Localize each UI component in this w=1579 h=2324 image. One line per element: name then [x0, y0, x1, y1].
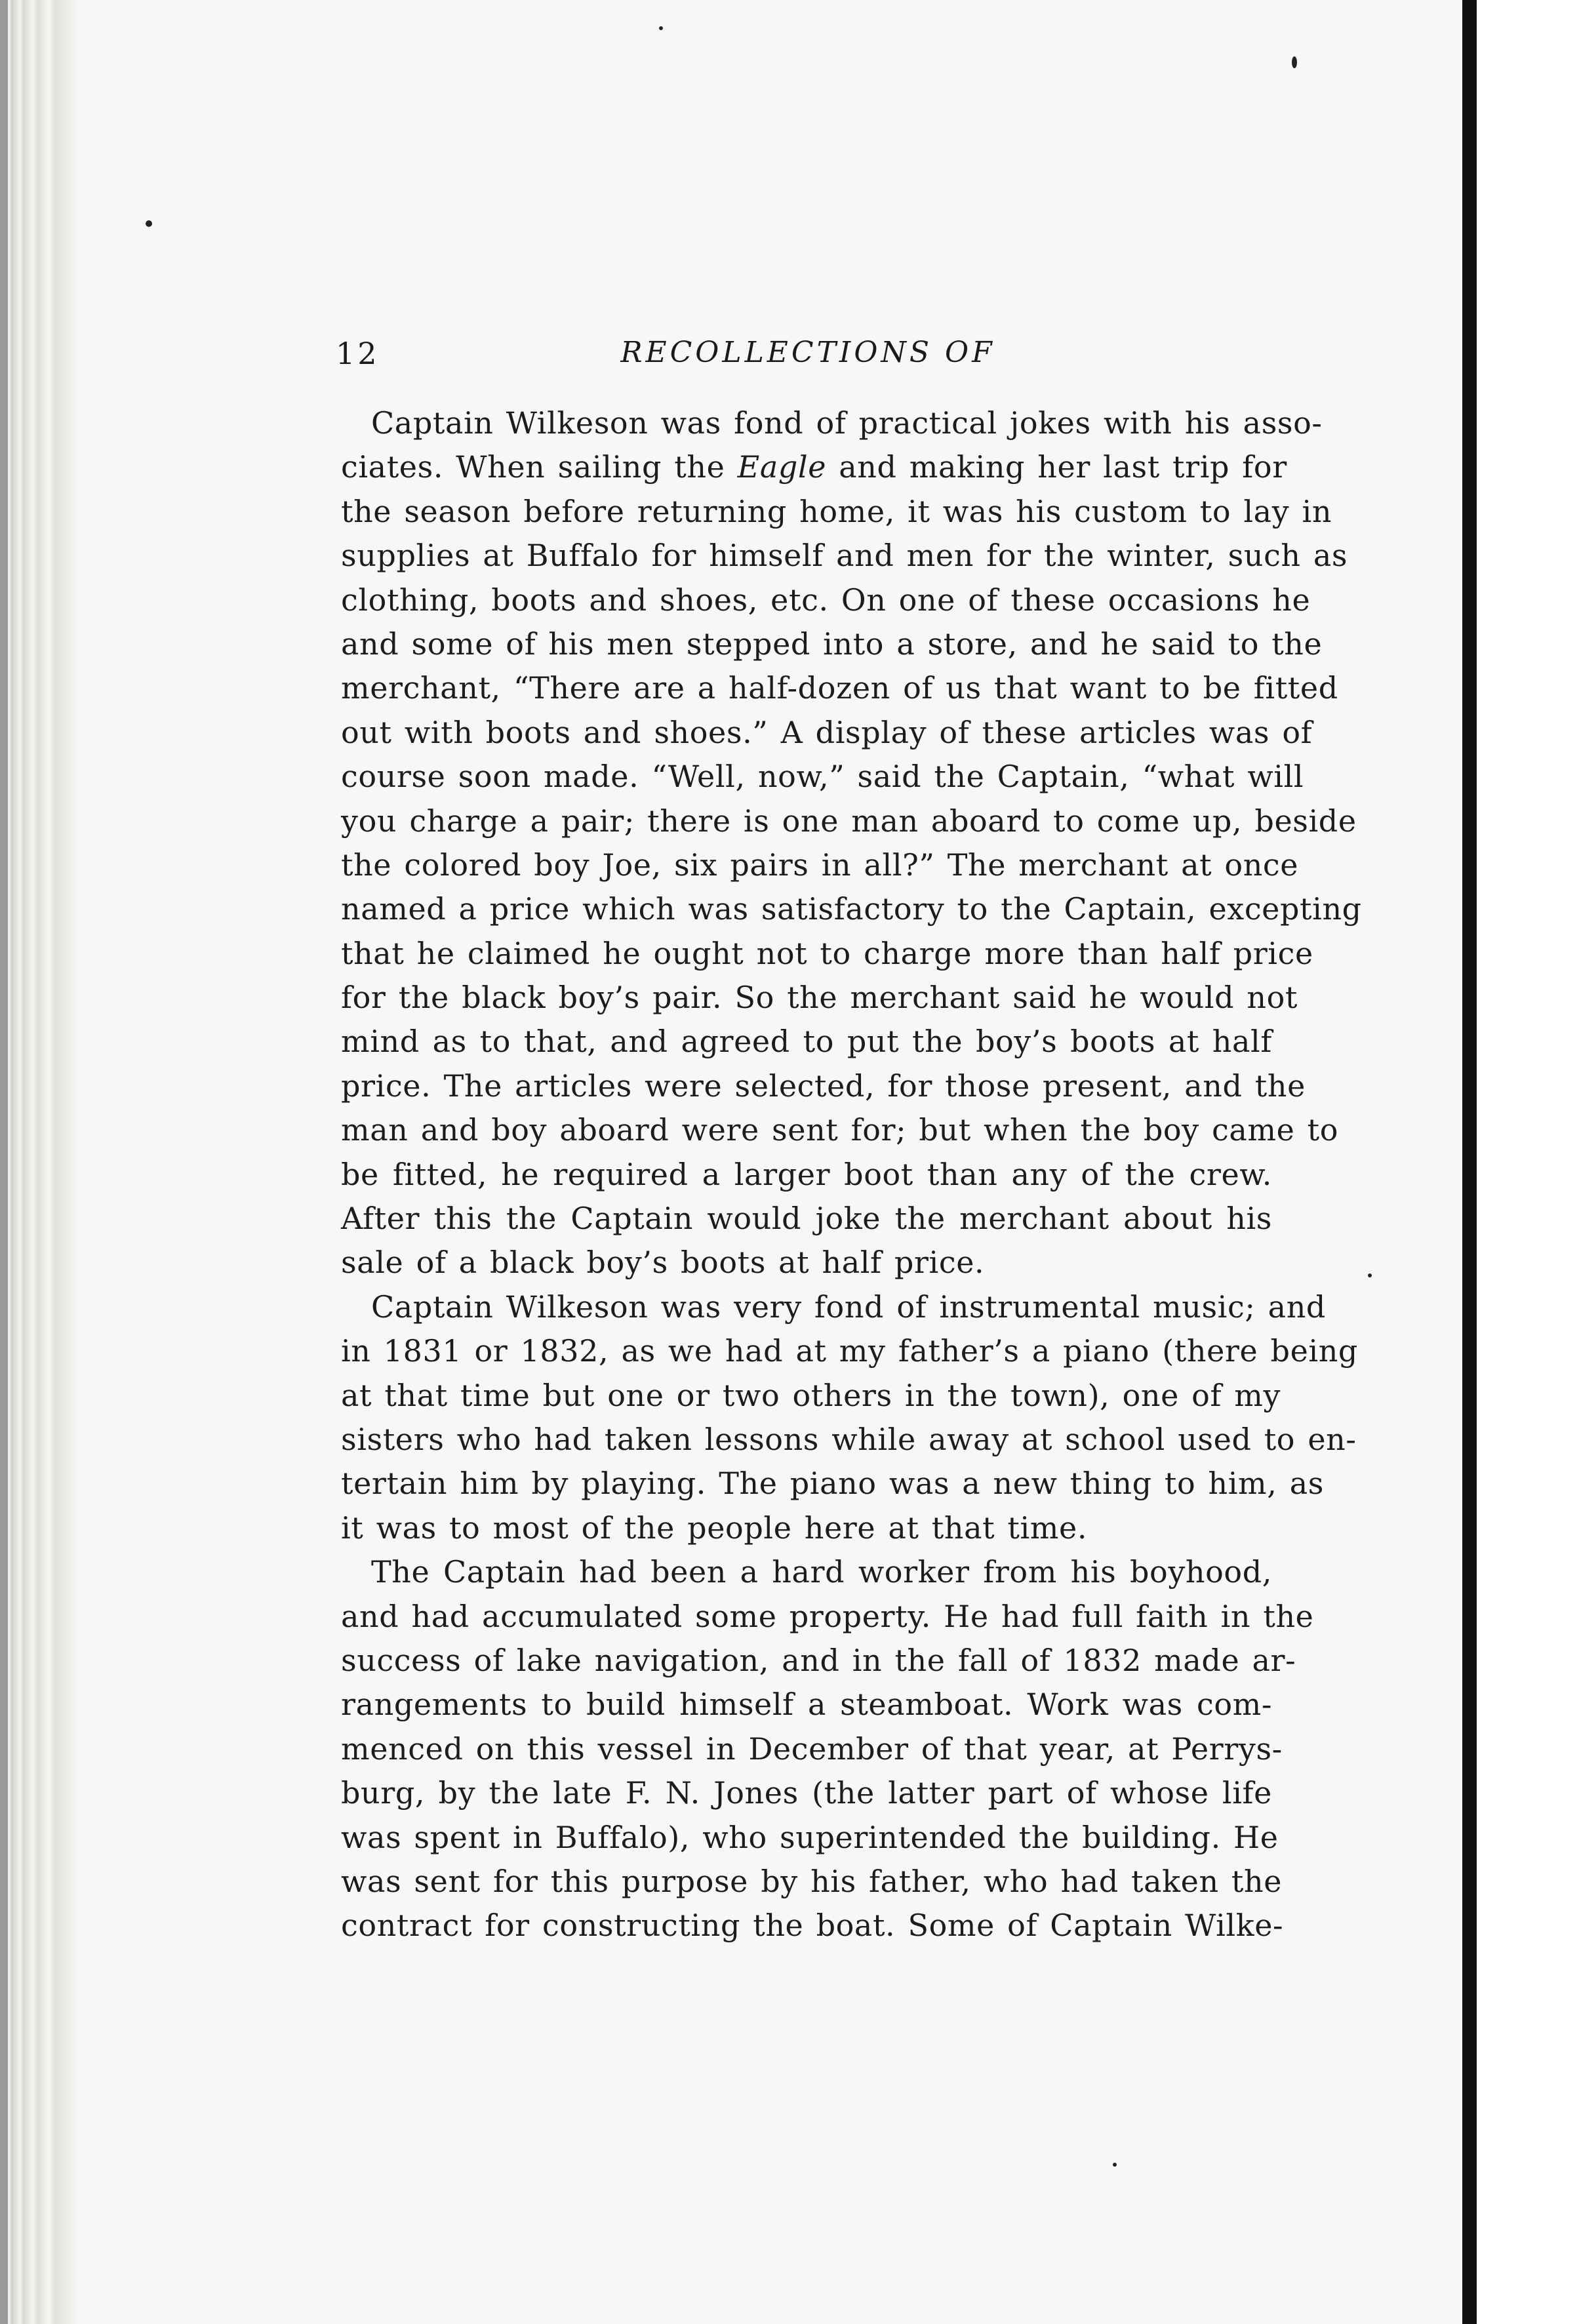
paragraph: [341, 1550, 1314, 1948]
body-text: [341, 401, 1362, 1948]
text-line: sisters who had taken lessons while away at school used to en-: [341, 1421, 1357, 1457]
binding-shadow-left: [0, 0, 8, 2324]
page-number: 12: [336, 336, 380, 371]
text-line: ciates. When sailing the Eagle and making her last trip for: [341, 449, 1287, 485]
text-line: success of lake navigation, and in the fall of 1832 made ar-: [341, 1642, 1296, 1678]
text-line: it was to most of the people here at that time.: [341, 1510, 1088, 1546]
text-line: contract for constructing the boat. Some of Captain Wilke-: [341, 1908, 1284, 1944]
text-line: clothing, boots and shoes, etc. On one of these occasions he: [341, 582, 1311, 618]
text-line: and some of his men stepped into a store, and he said to the: [341, 626, 1323, 662]
text-line: After this the Captain would joke the merchant about his: [341, 1201, 1272, 1237]
text-line: burg, by the late F. N. Jones (the latter part of whose life: [341, 1775, 1272, 1811]
page-header: [336, 336, 1280, 382]
text-line: supplies at Buffalo for himself and men for the winter, such as: [341, 538, 1348, 574]
text-line: in 1831 or 1832, as we had at my father’s a piano (there being: [341, 1333, 1358, 1369]
paragraph: [341, 401, 1362, 1285]
paragraph: [341, 1285, 1358, 1550]
scan-speck: [1292, 56, 1297, 68]
text-line: was sent for this purpose by his father, who had taken the: [341, 1863, 1283, 1899]
text-line: was spent in Buffalo), who superintended the building. He: [341, 1819, 1279, 1855]
text-line: man and boy aboard were sent for; but when the boy came to: [341, 1112, 1339, 1148]
scan-speck: [146, 220, 152, 227]
binding-gutter-line: [1462, 0, 1477, 2324]
text-line: that he claimed he ought not to charge more than half price: [341, 935, 1313, 971]
text-line: menced on this vessel in December of that year, at Perrys-: [341, 1731, 1283, 1767]
text-line: sale of a black boy’s boots at half price.: [341, 1245, 985, 1281]
text-line: at that time but one or two others in the town), one of my: [341, 1377, 1281, 1413]
text-line: be fitted, he required a larger boot than any of the crew.: [341, 1156, 1272, 1192]
text-line: the season before returning home, it was his custom to lay in: [341, 493, 1332, 529]
scan-speck: [1368, 1273, 1372, 1277]
scan-speck: [659, 26, 663, 30]
running-head: RECOLLECTIONS OF: [620, 336, 995, 369]
text-line: merchant, “There are a half-dozen of us that want to be fitted: [341, 670, 1338, 706]
text-line: out with boots and shoes.” A display of these articles was of: [341, 714, 1313, 750]
text-line: The Captain had been a hard worker from his boyhood,: [371, 1554, 1272, 1590]
text-line: course soon made. “Well, now,” said the Captain, “what will: [341, 759, 1304, 795]
text-line: you charge a pair; there is one man aboard to come up, beside: [341, 803, 1357, 839]
page-edges: [0, 0, 79, 2324]
text-line: Captain Wilkeson was very fond of instrumental music; and: [371, 1289, 1326, 1325]
text-line: for the black boy’s pair. So the merchant said he would not: [341, 980, 1298, 1016]
text-line: mind as to that, and agreed to put the boy’s boots at half: [341, 1024, 1272, 1060]
text-line: tertain him by playing. The piano was a new thing to him, as: [341, 1466, 1324, 1502]
text-line: and had accumulated some property. He had full faith in the: [341, 1598, 1314, 1634]
text-line: price. The articles were selected, for those present, and the: [341, 1068, 1306, 1104]
ship-name: Eagle: [737, 449, 827, 485]
text-line: Captain Wilkeson was fond of practical jokes with his asso-: [371, 405, 1323, 441]
binding-margin-right: [1477, 0, 1579, 2324]
scan-speck: [1113, 2163, 1117, 2167]
text-line: rangements to build himself a steamboat. Work was com-: [341, 1687, 1272, 1723]
text-line: the colored boy Joe, six pairs in all?” The merchant at once: [341, 847, 1299, 883]
text-line: named a price which was satisfactory to the Captain, excepting: [341, 891, 1362, 927]
